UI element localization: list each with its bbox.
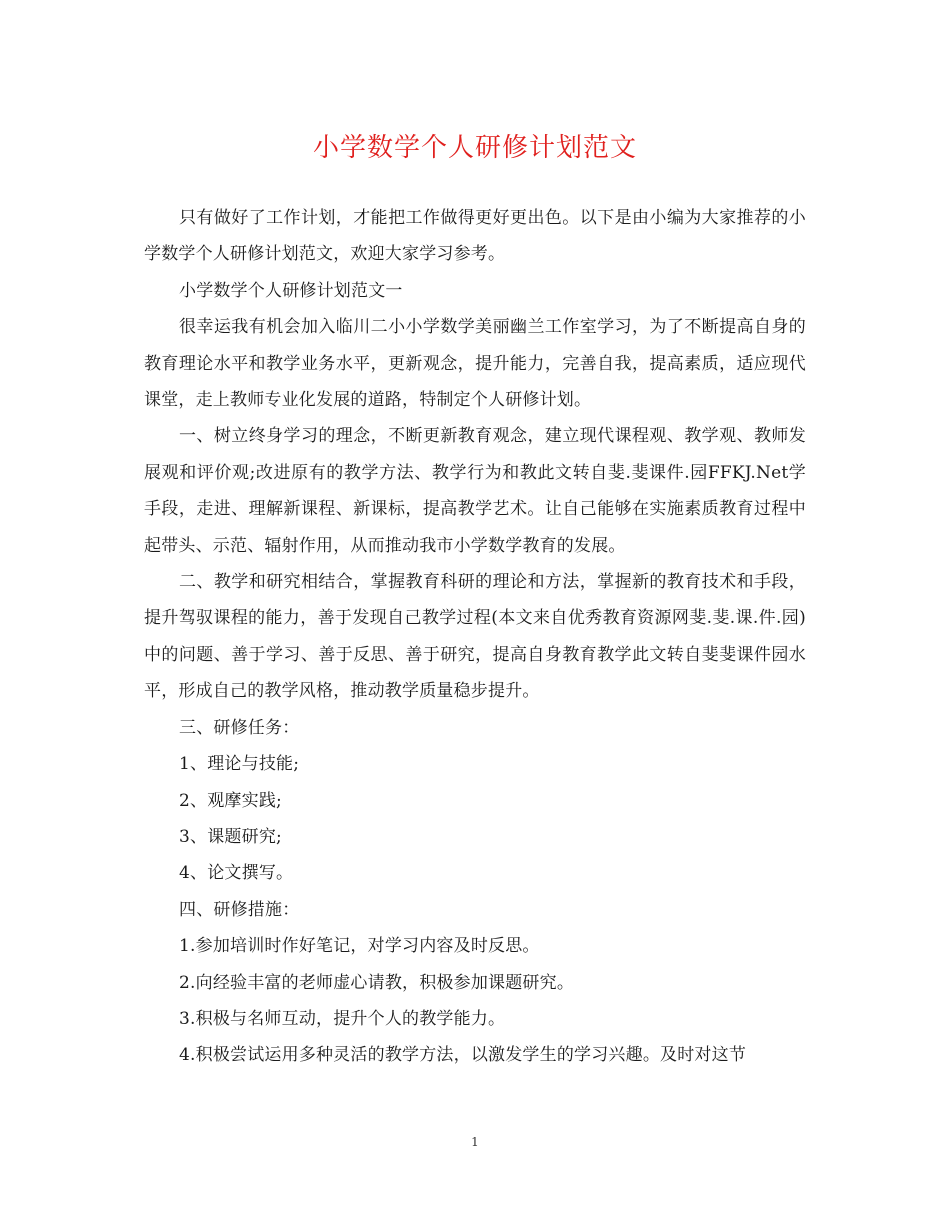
list-item: 1.参加培训时作好笔记，对学习内容及时反思。 [179, 936, 540, 957]
page-number: 1 [471, 1135, 479, 1149]
list-item: 3.积极与名师互动，提升个人的教学能力。 [179, 1008, 506, 1029]
list-heading: 四、研修措施： [179, 899, 300, 920]
list-heading: 三、研修任务： [179, 717, 300, 738]
list-item: 2.向经验丰富的老师虚心请教，积极参加课题研究。 [179, 972, 575, 993]
intro-paragraph: 只有做好了工作计划，才能把工作做得更好更出色。以下是由小编为大家推荐的小学数学个人研修计划范文，欢迎大家学习参考。 [144, 208, 806, 265]
body-paragraph: 一、树立终身学习的理念，不断更新教育观念，建立现代课程观、教学观、教师发展观和评价观;改进原有的教学方法、教学行为和教此文转自斐.斐课件.园FFKJ.Net学手段，走进、理解新课程、新课标，提高教学艺术。让自己能够在实施素质教育过程中起带头、示范、辐射作用，从而推动我市小学数学教育的发展。 [144, 426, 806, 556]
section-heading: 小学数学个人研修计划范文一 [179, 280, 403, 301]
body-paragraph: 很幸运我有机会加入临川二小小学数学美丽幽兰工作室学习，为了不断提高自身的教育理论水平和教学业务水平，更新观念，提升能力，完善自我，提高素质，适应现代课堂，走上教师专业化发展的道路，特制定个人研修计划。 [144, 317, 806, 411]
list-item: 1、理论与技能; [179, 754, 300, 775]
list-item: 4.积极尝试运用多种灵活的教学方法，以激发学生的学习兴趣。及时对这节 [179, 1045, 747, 1066]
document-title: 小学数学个人研修计划范文 [312, 133, 637, 163]
body-paragraph: 二、教学和研究相结合，掌握教育科研的理论和方法，掌握新的教育技术和手段，提升驾驭课程的能力，善于发现自己教学过程(本文来自优秀教育资源网斐.斐.课.件.园)中的问题、善于学习、善于反思、善于研究，提高自身教育教学此文转自斐斐课件园水平，形成自己的教学风格，推动教学质量稳步提升。 [144, 572, 806, 702]
document-body [144, 200, 806, 1074]
list-item: 2、观摩实践; [179, 790, 282, 811]
list-item: 3、课题研究; [179, 826, 282, 847]
list-item: 4、论文撰写。 [179, 863, 294, 884]
